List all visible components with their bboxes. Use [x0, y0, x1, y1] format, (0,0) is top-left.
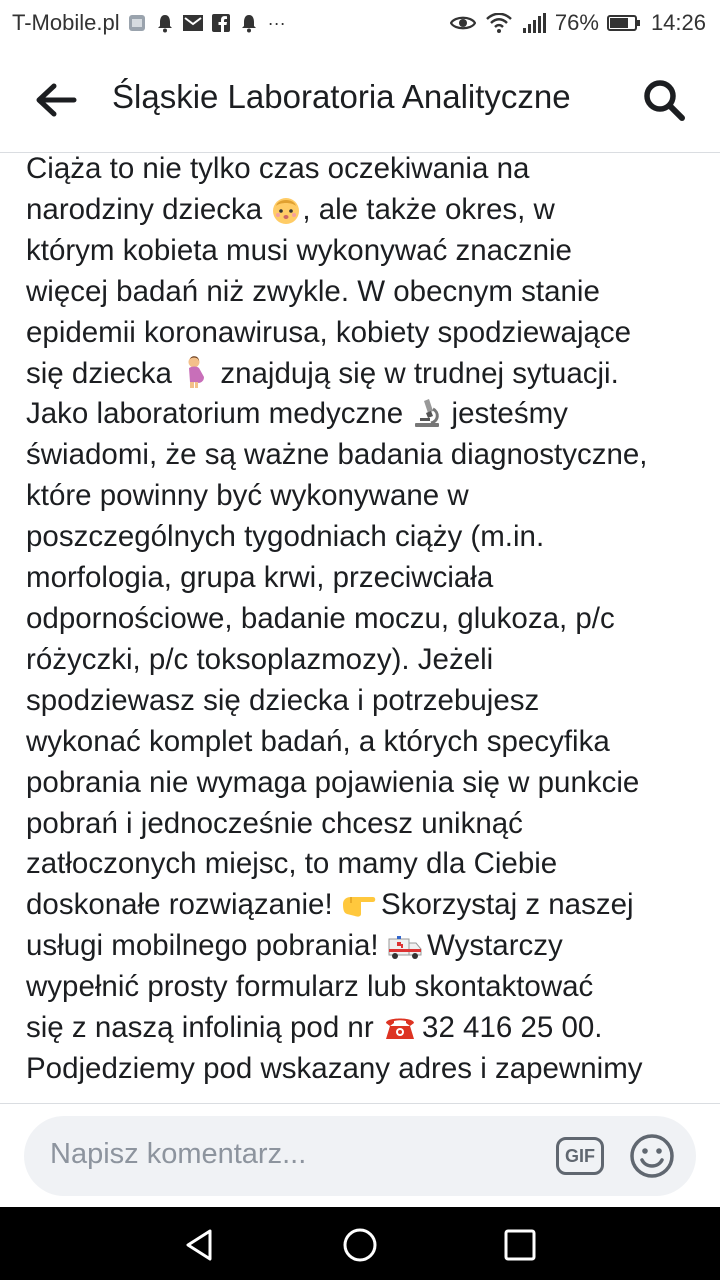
status-bar	[0, 0, 720, 50]
post-line: Podjedziemy pod wskazany adres i zapewnimy	[26, 1051, 643, 1085]
status-left	[12, 10, 288, 36]
nav-home-button[interactable]	[340, 1225, 380, 1265]
eye-comfort-icon	[449, 11, 477, 35]
search-icon	[642, 78, 686, 122]
post-fragment: się z naszą infolinią pod nr	[26, 1011, 382, 1045]
post-line: poszczególnych tygodniach ciąży (m.in.	[26, 520, 545, 554]
facebook-icon	[210, 11, 232, 35]
battery-icon	[607, 15, 637, 31]
nav-recents-button[interactable]	[500, 1225, 540, 1265]
post-line: spodziewasz się dziecka i potrzebujesz	[26, 683, 540, 717]
post-body[interactable]	[0, 153, 720, 1103]
post-fragment: , ale także okres, w	[302, 192, 555, 226]
post-line: różyczki, p/c toksoplazmozy). Jeżeli	[26, 642, 494, 676]
notification-bell-icon-2	[238, 11, 260, 35]
page-title: Śląskie Laboratoria Analityczne	[112, 78, 571, 115]
circle-home-icon	[340, 1225, 380, 1265]
mail-icon	[182, 11, 204, 35]
ambulance-emoji-icon	[387, 931, 419, 961]
wifi-icon	[485, 11, 513, 35]
post-line	[26, 394, 710, 435]
system-nav-bar	[0, 1207, 720, 1280]
post-line	[26, 885, 710, 926]
carrier-name: T-Mobile.pl	[12, 10, 120, 35]
more-notifications-icon: ···	[267, 12, 286, 33]
search-button[interactable]	[642, 78, 686, 122]
nav-back-button[interactable]	[180, 1225, 220, 1265]
post-line	[26, 190, 710, 231]
post-line	[26, 354, 710, 395]
post-line: morfologia, grupa krwi, przeciwciała	[26, 561, 494, 595]
clock: 14:26	[650, 10, 706, 35]
baby-emoji-icon	[270, 195, 302, 225]
post-line: wypełnić prosty formularz lub skontaktować	[26, 970, 594, 1004]
post-fragment: jesteśmy	[443, 397, 568, 431]
post-line: wykonać komplet badań, a których specyfika	[26, 724, 610, 758]
back-button[interactable]	[34, 80, 78, 120]
post-fragment: Skorzystaj z naszej	[372, 888, 634, 922]
post-fragment: usługi mobilnego pobrania!	[26, 929, 387, 963]
post-line	[26, 1008, 710, 1049]
post-fragment: narodziny dziecka	[26, 192, 271, 226]
post-line: epidemii koronawirusa, kobiety spodziewające	[26, 315, 632, 349]
post-fragment: Jako laboratorium medyczne	[26, 397, 412, 431]
post-line: pobrania nie wymaga pojawienia się w punkcie	[26, 765, 640, 799]
comment-placeholder: Napisz komentarz...	[50, 1138, 307, 1170]
battery-percent: 76%	[554, 10, 599, 35]
post-line: które powinny być wykonywane w	[26, 479, 469, 513]
telephone-emoji-icon	[382, 1013, 414, 1043]
post-line: zatłoczonych miejsc, to mamy dla Ciebie	[26, 847, 558, 881]
post-line: którym kobieta musi wykonywać znacznie	[26, 233, 572, 267]
comment-bar	[0, 1103, 720, 1208]
smiley-icon	[628, 1132, 676, 1180]
post-line: odpornościowe, badanie moczu, glukoza, p/c	[26, 601, 615, 635]
battery-fill	[610, 18, 628, 28]
post-line: pobrań i jednocześnie chcesz uniknąć	[26, 806, 523, 840]
signal-icon	[521, 11, 547, 35]
notification-bell-icon	[154, 11, 176, 35]
post-fragment: 32 416 25 00.	[413, 1011, 603, 1045]
post-fragment: Wystarczy	[418, 929, 563, 963]
square-recents-icon	[500, 1225, 540, 1265]
post-fragment: doskonałe rozwiązanie!	[26, 888, 341, 922]
post-line: świadomi, że są ważne badania diagnostyczne,	[26, 438, 648, 472]
page-header	[0, 50, 720, 153]
post-line	[26, 926, 710, 967]
microscope-emoji-icon	[411, 397, 443, 427]
pointing-right-emoji-icon	[341, 890, 373, 920]
emoji-button[interactable]	[628, 1132, 676, 1180]
app-icon	[126, 11, 148, 35]
status-right	[449, 10, 706, 36]
gif-button[interactable]: GIF	[556, 1137, 604, 1175]
post-line: Ciąża to nie tylko czas oczekiwania na	[26, 153, 530, 185]
triangle-back-icon	[180, 1225, 220, 1265]
post-fragment: znajdują się w trudnej sytuacji.	[212, 356, 619, 390]
arrow-left-icon	[34, 80, 78, 120]
comment-input[interactable]	[24, 1116, 696, 1196]
post-text	[26, 153, 710, 1090]
pregnant-woman-emoji-icon	[180, 355, 212, 385]
post-line: więcej badań niż zwykle. W obecnym stanie	[26, 274, 600, 308]
post-fragment: się dziecka	[26, 356, 181, 390]
